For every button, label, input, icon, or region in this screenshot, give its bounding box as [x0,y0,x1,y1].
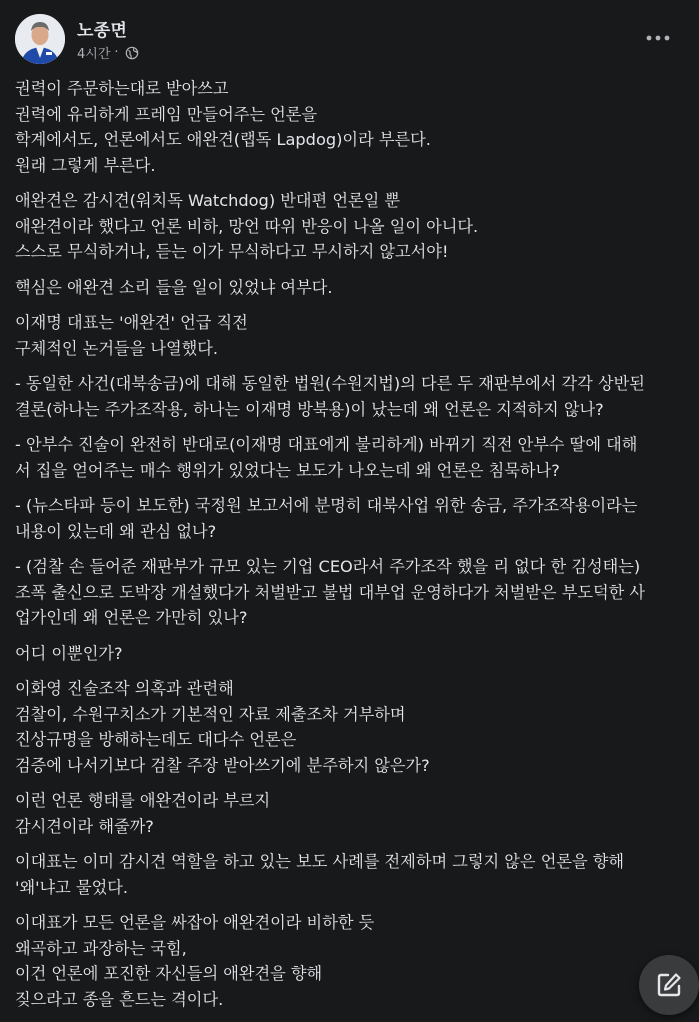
post-text-line: 어디 이뿐인가? [15,643,123,663]
post-text-line: 업가인데 왜 언론은 가만히 있나? [15,608,248,627]
post-text-line: - (뉴스타파 등이 보도한) 국정원 보고서에 분명히 대북사업 위한 송금, 주가조작용이라는 [15,496,638,515]
post-text-line: '왜'냐고 물었다. [15,877,129,897]
compose-icon [655,971,683,999]
post-text-line: 권력이 주문하는대로 받아쓰고 [15,79,229,98]
post-text-line: - 동일한 사건(대북송금)에 대해 동일한 법원(수원지법)의 다른 두 재판부에서 각각 상반된 [15,374,645,393]
post-time[interactable]: 4시간 [77,47,111,62]
avatar-image [15,14,65,64]
post-text-line: 이런 언론 행태를 애완견이라 부르지 [15,791,271,810]
post-paragraph [15,275,685,301]
post-paragraph [15,641,685,667]
post-paragraph [15,310,685,361]
post-paragraph [15,371,685,422]
globe-icon[interactable] [125,46,139,60]
post-paragraph [15,676,685,778]
post-text-line: 이대표는 이미 감시견 역할을 하고 있는 보도 사례를 전제하며 그렇지 않은 언론을 향해 [15,852,625,871]
post-text-line: 서 집을 얻어주는 매수 행위가 있었다는 보도가 나오는데 왜 언론은 침묵하나? [15,460,560,480]
post-text-line: 학계에서도, 언론에서도 애완견(랩독 Lapdog)이라 부른다. [15,130,431,149]
post-text-line: 이재명 대표는 '애완견' 언급 직전 [15,313,248,332]
post-paragraph [15,554,685,631]
post-text-line: 애완견이라 했다고 언론 비하, 망언 따위 반응이 나올 일이 아니다. [15,216,479,236]
post-paragraph [15,788,685,839]
post-text-line: 결론(하나는 주가조작용, 하나는 이재명 방북용)이 났는데 왜 언론은 지적하지 않나? [15,399,604,419]
more-dots-icon [646,35,670,41]
post-text-line: 감시견이라 해줄까? [15,816,154,836]
post-text-line: 검증에 나서기보다 검찰 주장 받아쓰기에 분주하지 않은가? [15,755,430,775]
post-paragraph [15,493,685,544]
post-text-line: 원래 그렇게 부른다. [15,155,156,175]
post-text-line: 검찰이, 수원구치소가 기본적인 자료 제출조차 거부하며 [15,704,406,724]
post-body [15,76,685,1022]
post-text-line: 진상규명을 방해하는데도 대다수 언론은 [15,730,297,749]
post-paragraph [15,188,685,265]
author-avatar[interactable] [15,14,65,64]
author-name[interactable]: 노종면 [77,21,128,41]
post-text-line: 애완견은 감시견(워치독 Watchdog) 반대편 언론일 뿐 [15,191,401,210]
compose-button[interactable] [639,955,699,1015]
post-text-line: 왜곡하고 과장하는 국힘, [15,938,187,958]
post-meta [77,43,139,62]
post-paragraph [15,910,685,1012]
post-header [0,0,699,72]
post-text-line: 핵심은 애완견 소리 들을 일이 있었냐 여부다. [15,277,333,297]
post-paragraph [15,76,685,178]
post-text-line: 구체적인 논거들을 나열했다. [15,338,219,358]
post-text-line: 이건 언론에 포진한 자신들의 애완견을 향해 [15,964,323,983]
post-paragraph [15,849,685,900]
post-paragraph [15,432,685,483]
post-text-line: 스스로 무식하거나, 듣는 이가 무식하다고 무시하지 않고서야! [15,242,449,261]
post-text-line: 이화영 진술조작 의혹과 관련해 [15,679,234,698]
post-text-line: 이대표가 모든 언론을 싸잡아 애완견이라 비하한 듯 [15,913,375,932]
post-text-line: - (검찰 손 들어준 재판부가 규모 있는 기업 CEO라서 주가조작 했을 리 없다 한 김성태는) [15,557,641,576]
post-text-line: 조폭 출신으로 도박장 개설했다가 처벌받고 불법 대부업 운영하다가 처벌받은 부도덕한 사 [15,582,646,602]
post-text-line: 짖으라고 종을 흔드는 격이다. [15,989,224,1009]
meta-separator: · [114,45,119,60]
post-text-line: 내용이 있는데 왜 관심 없나? [15,521,217,541]
post-text-line: - 안부수 진술이 완전히 반대로(이재명 대표에게 불리하게) 바뀌기 직전 안부수 딸에 대해 [15,435,638,454]
post-text-line: 권력에 유리하게 프레임 만들어주는 언론을 [15,104,318,124]
more-options-button[interactable] [643,26,673,50]
